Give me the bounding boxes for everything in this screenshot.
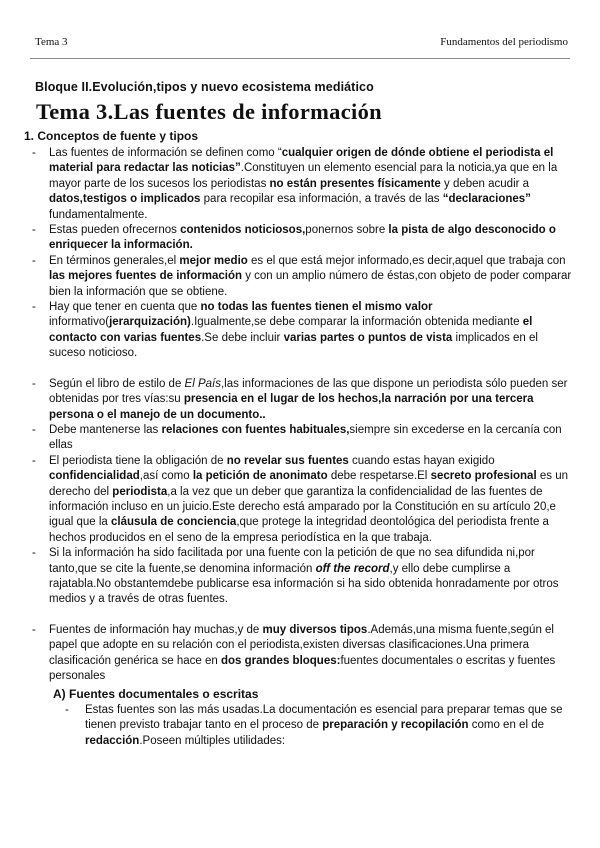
text-run: .Se debe incluir (201, 331, 284, 344)
sub-list-item (53, 703, 574, 749)
concepts-list (29, 146, 574, 749)
text-run: ponernos sobre (305, 224, 389, 237)
text-run: Debe mantenerse las (49, 423, 162, 436)
text-run: ,que protege la integridad deontológica del periodista frente a hechos producidos en el seno de la empresa periodística en la que trabaja. (49, 516, 549, 544)
list-item (29, 146, 574, 223)
text-run: Si la información ha sido facilitada por una fuente con la petición de que no sea difundida ni,por tanto,que se cite la fuente,se denomina información (49, 547, 535, 575)
text-run: y deben acudir a (440, 177, 530, 190)
text-run: ,a la vez que un deber que garantiza la confidencialidad de las fuentes de información incluso en un juicio.Este derecho está amparado por la Constitución en su artículo 20,e igual que la (49, 485, 556, 529)
text-run: para recopilar esa información, a través de las (200, 193, 443, 206)
text-run: Fuentes de información hay muchas,y de (49, 623, 263, 636)
text-run: como en el de (468, 719, 544, 732)
sub-list (29, 703, 574, 749)
header-divider (30, 58, 570, 59)
block-title: Bloque II.Evolución,tipos y nuevo ecosistema mediático (35, 80, 374, 94)
text-run: dos grandes bloques: (220, 654, 341, 667)
text-run: es un derecho del (49, 470, 568, 498)
list-item (29, 300, 574, 362)
text-run: “declaraciones” (442, 193, 531, 206)
text-run: cláusula de conciencia (111, 516, 237, 529)
text-run: datos,testigos o implicados (49, 193, 201, 206)
text-run: muy diversos tipos (262, 623, 368, 636)
text-run: el contacto con varias fuentes (49, 316, 533, 344)
text-run: siempre sin excederse en la cercanía con ellas (49, 423, 562, 452)
list-item (29, 254, 574, 300)
text-run: El periodista tiene la obligación de (49, 454, 227, 467)
text-run: preparación y recopilación (322, 719, 469, 732)
text-run: mejor medio (179, 254, 248, 267)
text-run: .Igualmente,se debe comparar la información obtenida mediante (190, 316, 523, 329)
list-item (29, 546, 574, 608)
text-run: debe respetarse.El (327, 470, 431, 483)
text-run: fundamentalmente. (49, 208, 148, 221)
text-run: la pista de algo desconocido o enriquecer la información. (49, 224, 556, 252)
text-run: jerarquización) (109, 316, 191, 329)
text-run: cualquier origen de dónde obtiene el periodista el material para redactar las noticias” (49, 147, 554, 175)
text-run: ,las informaciones de las que dispone un periodista sólo pueden ser obtenidas por tres vías:su (49, 377, 568, 406)
text-run: no revelar sus fuentes (226, 454, 349, 467)
text-run: .Poseen múltiples utilidades: (139, 734, 286, 747)
text-run: informativo( (49, 316, 110, 329)
text-run: .Además,una misma fuente,según el papel que adopte en su relación con el periodista,existen diversas clasificaciones.Una primera clasificación genérica se hace en (49, 623, 554, 667)
text-run: y con un amplio número de éstas,con objeto de poder comparar bien la información que se obtiene. (49, 270, 572, 298)
text-run: es el que está mejor informado,es decir,aquel que trabaja con (247, 254, 566, 267)
header-right: Fundamentos del periodismo (440, 36, 568, 48)
text-run: varias partes o puntos de vista (283, 331, 453, 344)
list-item (29, 623, 574, 685)
text-run: cuando estas hayan exigido (348, 454, 495, 467)
header-left: Tema 3 (35, 36, 68, 48)
page-title: Tema 3.Las fuentes de información (36, 99, 382, 124)
text-run: off the record (315, 562, 390, 575)
text-run: Las fuentes de información se definen como “ (49, 147, 282, 159)
text-run: Estas fuentes son las más usadas.La documentación es esencial para preparar temas que se tienen previsto trabajar tanto en el proceso de (85, 703, 563, 732)
text-run: la petición de anonimato (192, 470, 328, 483)
text-run: implicados en el suceso noticioso. (49, 331, 538, 360)
subsection-heading: A) Fuentes documentales o escritas (53, 687, 259, 702)
text-run: fuentes documentales o escritas y fuentes personales (49, 654, 556, 682)
text-run: En términos generales,el (49, 254, 180, 267)
text-run: ,así como (139, 470, 193, 483)
text-run: secreto profesional (430, 470, 537, 483)
text-run: Según el libro de estilo de (49, 377, 185, 390)
text-run: El País (184, 377, 221, 390)
text-run: las mejores fuentes de información (49, 270, 243, 283)
text-run: contenidos noticiosos, (180, 224, 306, 237)
text-run: no todas las fuentes tienen el mismo valor (200, 301, 433, 314)
list-item (29, 454, 574, 546)
text-run: Hay que tener en cuenta que (49, 301, 201, 314)
text-run: no están presentes físicamente (269, 177, 441, 190)
list-item (29, 377, 574, 423)
text-run: confidencialidad (49, 470, 140, 483)
text-run: .Constituyen un elemento esencial para la noticia,ya que en la mayor parte de los sucesos los periodistas (49, 162, 558, 190)
text-run: redacción (85, 734, 140, 747)
text-run: relaciones con fuentes habituales, (161, 423, 350, 436)
text-run: ,y ello debe cumplirse a rajatabla.No obstantemdebe publicarse esa información si ha sido obtenida honradamente por otros medios y a través de otras fuentes. (49, 562, 559, 606)
list-item (29, 223, 574, 254)
list-item (29, 423, 574, 454)
text-run: Estas pueden ofrecernos (49, 224, 181, 237)
text-run: periodista (112, 485, 168, 498)
text-run: presencia en el lugar de los hechos,la narración por una tercera persona o el manejo de un documento.. (49, 393, 534, 421)
section-heading: 1. Conceptos de fuente y tipos (24, 129, 199, 143)
